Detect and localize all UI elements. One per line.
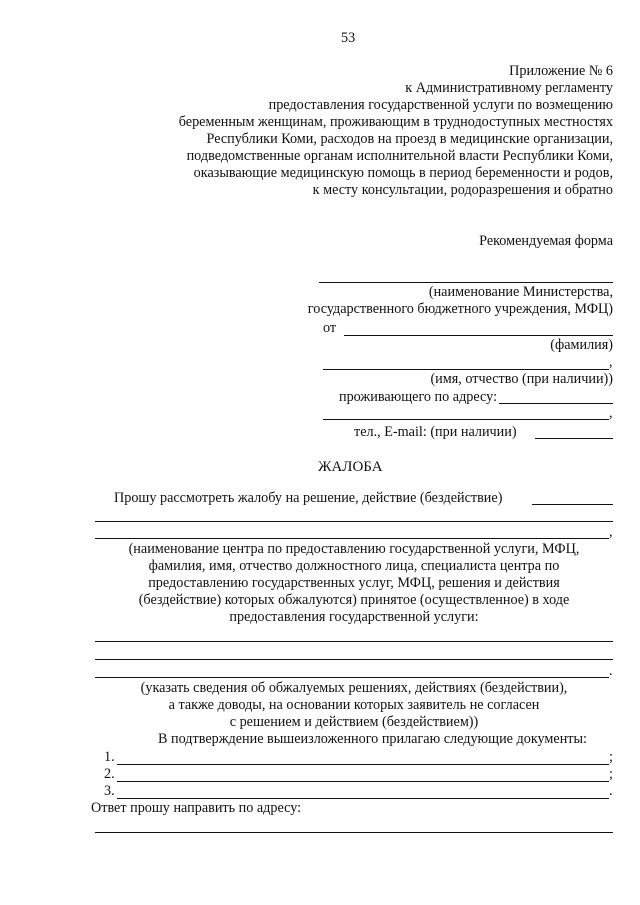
grounds-caption: (указать сведения об обжалуемых решениях, действиях (бездействии), bbox=[140, 680, 568, 696]
complaint-intro: Прошу рассмотреть жалобу на решение, действие (бездействие) bbox=[114, 490, 503, 506]
appendix-line: Приложение № 6 bbox=[509, 63, 613, 79]
phone-label: тел., E-mail: (при наличии) bbox=[354, 424, 517, 440]
appendix-line: предоставления государственной услуги по возмещению bbox=[268, 97, 613, 113]
complaint-field-3[interactable] bbox=[95, 538, 609, 539]
complaint-caption: фамилия, имя, отчество должностного лица, специалиста центра по bbox=[148, 558, 560, 574]
attachment-number: 1. bbox=[104, 749, 115, 765]
complaint-caption: (наименование центра по предоставлению государственной услуги, МФЦ, bbox=[128, 541, 580, 557]
attachment-end: . bbox=[609, 783, 613, 799]
complaint-field-2[interactable] bbox=[95, 521, 613, 522]
complaint-caption: предоставления государственной услуги: bbox=[229, 609, 479, 625]
appendix-line: Республики Коми, расходов на проезд в медицинские организации, bbox=[206, 131, 613, 147]
recommended-form-label: Рекомендуемая форма bbox=[479, 233, 613, 249]
attachment-end: ; bbox=[609, 766, 613, 782]
attachments-intro: В подтверждение вышеизложенного прилагаю следующие документы: bbox=[158, 731, 587, 747]
appendix-line: беременным женщинам, проживающим в труднодоступных местностях bbox=[178, 114, 613, 130]
ministry-caption: государственного бюджетного учреждения, МФЦ) bbox=[307, 301, 613, 317]
appendix-line: к Административному регламенту bbox=[405, 80, 613, 96]
period: . bbox=[609, 663, 613, 679]
appendix-line: подведомственные органам исполнительной власти Республики Коми, bbox=[186, 148, 613, 164]
name-caption: (имя, отчество (при наличии)) bbox=[430, 371, 613, 387]
grounds-caption: с решением и действием (бездействием)) bbox=[229, 714, 479, 730]
grounds-field[interactable] bbox=[95, 641, 613, 642]
surname-caption: (фамилия) bbox=[550, 337, 613, 353]
comma: , bbox=[609, 524, 613, 540]
grounds-field-2[interactable] bbox=[95, 659, 613, 660]
page-number: 53 bbox=[341, 30, 356, 46]
complaint-field[interactable] bbox=[532, 504, 613, 505]
phone-field[interactable] bbox=[535, 438, 613, 439]
attachment-number: 3. bbox=[104, 783, 115, 799]
grounds-caption: а также доводы, на основании которых заявитель не согласен bbox=[168, 697, 540, 713]
residing-label: проживающего по адресу: bbox=[339, 389, 498, 405]
document-title: ЖАЛОБА bbox=[318, 459, 383, 475]
address-field-2[interactable] bbox=[323, 419, 609, 420]
appendix-line: оказывающие медицинскую помощь в период беременности и родов, bbox=[193, 165, 613, 181]
appendix-line: к месту консультации, родоразрешения и обратно bbox=[312, 182, 613, 198]
attachment-field-3[interactable] bbox=[117, 798, 609, 799]
surname-field[interactable] bbox=[344, 335, 613, 336]
attachment-field-1[interactable] bbox=[117, 764, 609, 765]
reply-address-field[interactable] bbox=[95, 832, 613, 833]
attachment-end: ; bbox=[609, 749, 613, 765]
comma: , bbox=[609, 405, 613, 421]
grounds-field-3[interactable] bbox=[95, 677, 609, 678]
attachment-number: 2. bbox=[104, 766, 115, 782]
reply-label: Ответ прошу направить по адресу: bbox=[91, 800, 302, 816]
ministry-name-field[interactable] bbox=[319, 282, 613, 283]
complaint-caption: (бездействие) которых обжалуются) принятое (осуществленное) в ходе bbox=[138, 592, 570, 608]
ministry-caption: (наименование Министерства, bbox=[428, 284, 613, 300]
attachment-field-2[interactable] bbox=[117, 781, 609, 782]
comma: , bbox=[609, 354, 613, 370]
complaint-caption: предоставлению государственных услуг, МФЦ, решения и действия bbox=[148, 575, 560, 591]
address-field[interactable] bbox=[499, 403, 613, 404]
name-field[interactable] bbox=[323, 369, 609, 370]
from-label: от bbox=[323, 320, 337, 336]
